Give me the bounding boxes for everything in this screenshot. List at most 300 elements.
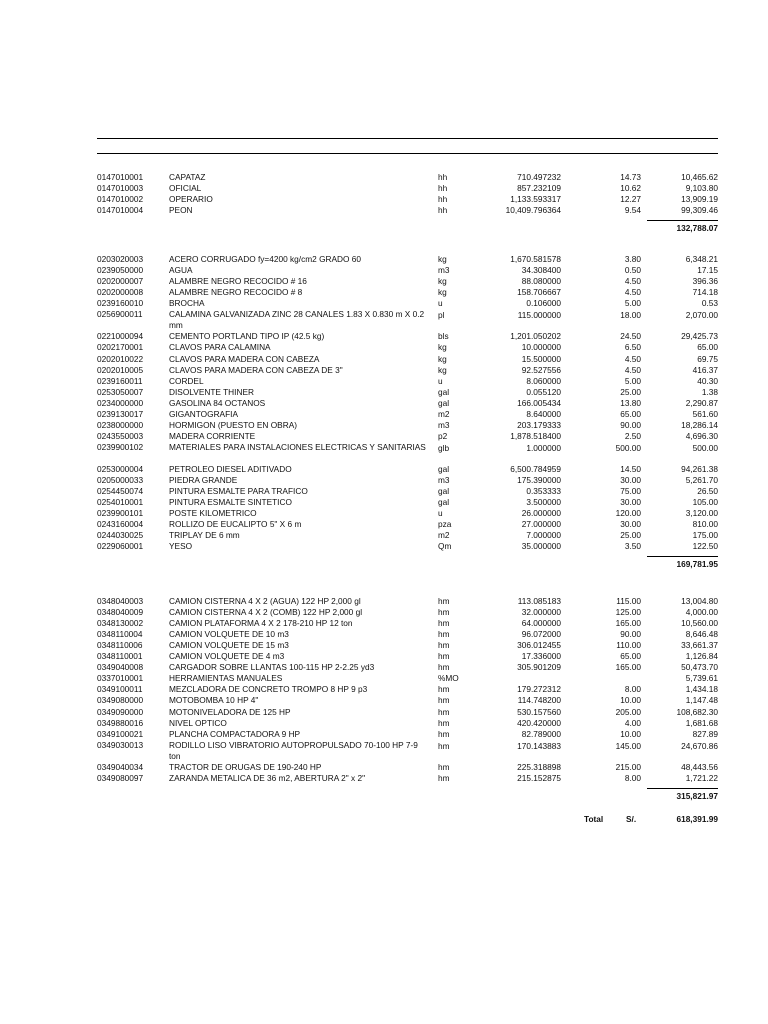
item-partial: 18,286.14 bbox=[681, 419, 718, 430]
item-partial: 17.15 bbox=[697, 265, 718, 276]
item-code: 0348040009 bbox=[97, 607, 144, 617]
table-row bbox=[0, 651, 768, 662]
item-partial: 10,560.00 bbox=[681, 618, 718, 629]
item-unit: %MO bbox=[438, 673, 459, 684]
item-partial: 65.00 bbox=[697, 342, 718, 353]
item-quantity: 15.500000 bbox=[521, 353, 561, 364]
item-partial: 6,348.21 bbox=[685, 254, 718, 264]
item-code: 0349040034 bbox=[97, 761, 144, 772]
table-row bbox=[0, 354, 768, 365]
item-quantity: 1,670.581578 bbox=[510, 254, 561, 264]
item-code: 0202000008 bbox=[97, 287, 144, 298]
item-price: 6.50 bbox=[624, 342, 641, 353]
item-price: 2.50 bbox=[624, 430, 641, 441]
item-price: 30.00 bbox=[620, 519, 641, 530]
group-subtotal bbox=[647, 220, 718, 235]
item-quantity: 1.000000 bbox=[526, 442, 561, 453]
item-partial: 50,473.70 bbox=[681, 662, 718, 673]
item-code: 0221000094 bbox=[97, 331, 144, 342]
item-price: 9.54 bbox=[624, 205, 641, 216]
item-partial: 9,103.80 bbox=[685, 183, 718, 194]
item-price: 10.00 bbox=[620, 695, 641, 706]
item-quantity: 32.000000 bbox=[521, 607, 561, 617]
item-quantity: 1,201.050202 bbox=[510, 331, 561, 342]
table-row bbox=[0, 695, 768, 706]
item-code: 0239900102 bbox=[97, 441, 144, 452]
item-unit: hm bbox=[438, 728, 450, 739]
item-unit: gal bbox=[438, 464, 450, 474]
table-row bbox=[0, 331, 768, 342]
table-row bbox=[0, 365, 768, 376]
item-partial: 1,681.68 bbox=[685, 717, 718, 728]
item-description: PINTURA ESMALTE PARA TRAFICO bbox=[169, 486, 308, 497]
item-price: 4.50 bbox=[624, 276, 641, 287]
table-row bbox=[0, 629, 768, 640]
item-description: CEMENTO PORTLAND TIPO IP (42.5 kg) bbox=[169, 331, 325, 342]
item-description: CAPATAZ bbox=[169, 172, 206, 182]
table-row bbox=[0, 172, 768, 183]
table-row bbox=[0, 673, 768, 684]
item-partial: 1.38 bbox=[701, 386, 718, 397]
table-row bbox=[0, 387, 768, 398]
item-price: 18.00 bbox=[620, 310, 641, 321]
table-row bbox=[0, 442, 768, 464]
item-unit: p2 bbox=[438, 430, 448, 441]
item-unit: m3 bbox=[438, 419, 450, 430]
table-row bbox=[0, 541, 768, 552]
item-code: 0256900011 bbox=[97, 309, 143, 320]
table-row bbox=[0, 205, 768, 216]
item-description: CLAVOS PARA MADERA CON CABEZA bbox=[169, 353, 320, 364]
item-partial: 1,434.18 bbox=[685, 684, 718, 695]
item-price: 4.50 bbox=[624, 364, 641, 375]
item-partial: 24,670.86 bbox=[681, 740, 718, 751]
table-row bbox=[0, 607, 768, 618]
item-description: MATERIALES PARA INSTALACIONES ELECTRICAS Y SANITARIAS bbox=[169, 441, 426, 452]
item-partial: 1,721.22 bbox=[685, 772, 718, 783]
item-quantity: 179.272312 bbox=[517, 684, 561, 695]
item-code: 0348130002 bbox=[97, 618, 144, 629]
table-row bbox=[0, 254, 768, 265]
table-row bbox=[0, 662, 768, 673]
item-quantity: 420.420000 bbox=[517, 717, 561, 728]
item-unit: m2 bbox=[438, 408, 450, 419]
item-code: 0239160010 bbox=[97, 298, 144, 309]
item-price: 4.50 bbox=[624, 287, 641, 298]
item-price: 165.00 bbox=[615, 662, 641, 673]
item-description: GASOLINA 84 OCTANOS bbox=[169, 397, 266, 408]
item-price: 215.00 bbox=[615, 761, 641, 772]
item-price: 125.00 bbox=[615, 607, 641, 617]
item-price: 500.00 bbox=[615, 442, 641, 453]
item-price: 3.80 bbox=[624, 254, 641, 264]
item-unit: hh bbox=[438, 183, 448, 194]
item-description: NIVEL OPTICO bbox=[169, 717, 227, 728]
grand-total-row bbox=[0, 813, 768, 825]
item-partial: 0.53 bbox=[701, 298, 718, 309]
item-price: 8.00 bbox=[624, 772, 641, 783]
table-row bbox=[0, 420, 768, 431]
table-row bbox=[0, 276, 768, 287]
item-code: 0348110004 bbox=[97, 629, 143, 640]
item-unit: hm bbox=[438, 761, 450, 772]
item-partial: 40.30 bbox=[697, 375, 718, 386]
item-description: CAMION CISTERNA 4 X 2 (COMB) 122 HP 2,000 gl bbox=[169, 607, 363, 617]
item-description: ALAMBRE NEGRO RECOCIDO # 8 bbox=[169, 287, 303, 298]
item-quantity: 158.706667 bbox=[517, 287, 561, 298]
item-description: PIEDRA GRANDE bbox=[169, 475, 238, 485]
item-code: 0239050000 bbox=[97, 265, 144, 276]
table-row bbox=[0, 740, 768, 762]
table-row bbox=[0, 409, 768, 420]
item-description: MOTOBOMBA 10 HP 4" bbox=[169, 695, 259, 706]
item-quantity: 113.085183 bbox=[517, 596, 561, 606]
item-quantity: 27.000000 bbox=[521, 519, 561, 530]
table-row bbox=[0, 596, 768, 607]
item-code: 0349040008 bbox=[97, 662, 144, 673]
item-quantity: 1,878.518400 bbox=[510, 430, 561, 441]
item-price: 4.00 bbox=[624, 717, 641, 728]
item-quantity: 6,500.784959 bbox=[510, 464, 561, 474]
item-unit: kg bbox=[438, 364, 447, 375]
item-partial: 396.36 bbox=[692, 276, 718, 287]
table-row bbox=[0, 298, 768, 309]
item-price: 145.00 bbox=[615, 740, 641, 751]
item-quantity: 166.005434 bbox=[517, 397, 561, 408]
item-unit: gal bbox=[438, 386, 450, 397]
table-row bbox=[0, 508, 768, 519]
item-unit: m3 bbox=[438, 475, 450, 485]
item-unit: gal bbox=[438, 486, 450, 497]
item-unit: m3 bbox=[438, 265, 450, 276]
item-quantity: 305.901209 bbox=[517, 662, 561, 673]
table-row bbox=[0, 287, 768, 298]
item-code: 0202000007 bbox=[97, 276, 144, 287]
subtotal-value: 315,821.97 bbox=[676, 790, 718, 801]
item-price: 5.00 bbox=[624, 375, 641, 386]
item-price: 3.50 bbox=[624, 541, 641, 552]
item-price: 65.00 bbox=[620, 408, 641, 419]
item-unit: hh bbox=[438, 205, 448, 216]
item-partial: 2,070.00 bbox=[685, 310, 718, 321]
item-description: DISOLVENTE THINER bbox=[169, 386, 254, 397]
item-price: 13.80 bbox=[620, 397, 641, 408]
item-quantity: 857.232109 bbox=[517, 183, 561, 194]
item-description: HERRAMIENTAS MANUALES bbox=[169, 673, 283, 684]
table-row bbox=[0, 464, 768, 475]
item-unit: hh bbox=[438, 194, 448, 205]
item-unit: hm bbox=[438, 717, 450, 728]
table-row bbox=[0, 718, 768, 729]
item-code: 0147010002 bbox=[97, 194, 144, 205]
item-code: 0349090000 bbox=[97, 706, 144, 717]
item-partial: 105.00 bbox=[692, 497, 718, 508]
item-description: TRIPLAY DE 6 mm bbox=[169, 530, 240, 541]
item-price: 90.00 bbox=[620, 629, 641, 640]
item-quantity: 710.497232 bbox=[517, 172, 561, 182]
item-unit: pza bbox=[438, 519, 452, 530]
item-partial: 2,290.87 bbox=[685, 397, 718, 408]
table-row bbox=[0, 519, 768, 530]
item-price: 110.00 bbox=[616, 640, 641, 651]
item-partial: 122.50 bbox=[692, 541, 718, 552]
item-code: 0147010004 bbox=[97, 205, 144, 216]
item-unit: Qm bbox=[438, 541, 452, 552]
item-partial: 1,126.84 bbox=[685, 651, 718, 662]
item-unit: m2 bbox=[438, 530, 450, 541]
table-row bbox=[0, 762, 768, 773]
item-description: POSTE KILOMETRICO bbox=[169, 508, 257, 519]
item-code: 0253050007 bbox=[97, 386, 144, 397]
item-unit: gal bbox=[438, 397, 450, 408]
item-unit: kg bbox=[438, 353, 447, 364]
item-description: CLAVOS PARA CALAMINA bbox=[169, 342, 271, 353]
item-partial: 714.18 bbox=[692, 287, 718, 298]
item-description: TRACTOR DE ORUGAS DE 190-240 HP bbox=[169, 761, 322, 772]
item-description: CAMION PLATAFORMA 4 X 2 178-210 HP 12 ton bbox=[169, 618, 353, 629]
item-unit: kg bbox=[438, 254, 447, 264]
item-code: 0348110001 bbox=[97, 651, 143, 662]
item-code: 0254450074 bbox=[97, 486, 144, 497]
item-price: 25.00 bbox=[620, 386, 641, 397]
item-code: 0244030025 bbox=[97, 530, 144, 541]
item-quantity: 0.106000 bbox=[526, 298, 561, 309]
item-description: PINTURA ESMALTE SINTETICO bbox=[169, 497, 292, 508]
item-partial: 3,120.00 bbox=[685, 508, 718, 519]
item-price: 115.00 bbox=[616, 596, 641, 606]
header-rule-top bbox=[97, 138, 718, 139]
item-partial: 5,261.70 bbox=[685, 475, 718, 485]
item-price: 25.00 bbox=[620, 530, 641, 541]
item-partial: 10,465.62 bbox=[681, 172, 718, 182]
item-partial: 69.75 bbox=[697, 353, 718, 364]
item-quantity: 115.000000 bbox=[517, 310, 561, 321]
item-code: 0348110006 bbox=[97, 640, 143, 651]
item-quantity: 34.308400 bbox=[521, 265, 561, 276]
item-description: RODILLO LISO VIBRATORIO AUTOPROPULSADO 70-100 HP 7-9 ton bbox=[169, 739, 418, 761]
item-quantity: 215.152875 bbox=[517, 772, 561, 783]
item-code: 0239900101 bbox=[97, 508, 144, 519]
item-price: 12.27 bbox=[620, 194, 641, 205]
header-rule-bottom bbox=[97, 153, 718, 154]
item-quantity: 3.500000 bbox=[526, 497, 561, 508]
item-unit: hm bbox=[438, 607, 450, 617]
item-code: 0239160011 bbox=[97, 375, 143, 386]
table-row bbox=[0, 475, 768, 486]
table-row bbox=[0, 376, 768, 387]
table-row bbox=[0, 183, 768, 194]
item-quantity: 530.157560 bbox=[517, 706, 561, 717]
total-currency: S/. bbox=[626, 814, 637, 824]
item-description: ACERO CORRUGADO fy=4200 kg/cm2 GRADO 60 bbox=[169, 254, 362, 264]
item-quantity: 0.353333 bbox=[526, 486, 561, 497]
item-unit: glb bbox=[438, 442, 450, 453]
item-unit: hm bbox=[438, 596, 450, 606]
item-description: ZARANDA METALICA DE 36 m2, ABERTURA 2" x 2" bbox=[169, 772, 366, 783]
item-description: CAMION CISTERNA 4 X 2 (AGUA) 122 HP 2,000 gl bbox=[169, 596, 361, 606]
table-row bbox=[0, 431, 768, 442]
item-quantity: 175.390000 bbox=[517, 475, 561, 485]
item-quantity: 10,409.796364 bbox=[505, 205, 561, 216]
item-code: 0147010001 bbox=[97, 172, 144, 182]
table-row bbox=[0, 342, 768, 353]
item-price: 5.00 bbox=[624, 298, 641, 309]
group-subtotal bbox=[647, 556, 718, 571]
item-description: MEZCLADORA DE CONCRETO TROMPO 8 HP 9 p3 bbox=[169, 684, 368, 695]
item-unit: kg bbox=[438, 342, 447, 353]
item-partial: 13,909.19 bbox=[681, 194, 718, 205]
item-unit: hm bbox=[438, 772, 450, 783]
item-partial: 26.50 bbox=[697, 486, 718, 497]
item-unit: hm bbox=[438, 640, 450, 651]
item-code: 0239130017 bbox=[97, 408, 144, 419]
total-label: Total bbox=[584, 814, 604, 824]
item-description: ROLLIZO DE EUCALIPTO 5" X 6 m bbox=[169, 519, 302, 530]
item-description: CAMION VOLQUETE DE 15 m3 bbox=[169, 640, 289, 651]
item-quantity: 64.000000 bbox=[521, 618, 561, 629]
item-description: OPERARIO bbox=[169, 194, 213, 205]
item-quantity: 35.000000 bbox=[521, 541, 561, 552]
table-row bbox=[0, 707, 768, 718]
table-row bbox=[0, 729, 768, 740]
item-code: 0254010001 bbox=[97, 497, 144, 508]
item-partial: 561.60 bbox=[692, 408, 718, 419]
item-partial: 108,682.30 bbox=[676, 706, 718, 717]
item-price: 75.00 bbox=[620, 486, 641, 497]
item-partial: 13,004.80 bbox=[681, 596, 718, 606]
item-description: MADERA CORRIENTE bbox=[169, 430, 256, 441]
item-description: OFICIAL bbox=[169, 183, 202, 194]
item-quantity: 7.000000 bbox=[526, 530, 561, 541]
item-description: ALAMBRE NEGRO RECOCIDO # 16 bbox=[169, 276, 307, 287]
item-unit: u bbox=[438, 508, 443, 519]
item-quantity: 0.055120 bbox=[526, 386, 561, 397]
table-row bbox=[0, 398, 768, 409]
item-price: 65.00 bbox=[620, 651, 641, 662]
item-partial: 99,309.46 bbox=[681, 205, 718, 216]
item-description: CORDEL bbox=[169, 375, 204, 386]
item-price: 4.50 bbox=[624, 353, 641, 364]
item-description: CAMION VOLQUETE DE 10 m3 bbox=[169, 629, 289, 640]
item-code: 0147010003 bbox=[97, 183, 144, 194]
item-description: CLAVOS PARA MADERA CON CABEZA DE 3" bbox=[169, 364, 343, 375]
item-quantity: 114.748200 bbox=[517, 695, 561, 706]
item-description: CAMION VOLQUETE DE 4 m3 bbox=[169, 651, 285, 662]
item-code: 0202010005 bbox=[97, 364, 144, 375]
item-unit: bls bbox=[438, 331, 449, 342]
item-description: MOTONIVELADORA DE 125 HP bbox=[169, 706, 291, 717]
item-partial: 33,661.37 bbox=[681, 640, 718, 651]
item-partial: 4,000.00 bbox=[685, 607, 718, 617]
item-code: 0202170001 bbox=[97, 342, 144, 353]
item-unit: u bbox=[438, 375, 443, 386]
item-quantity: 26.000000 bbox=[521, 508, 561, 519]
table-row bbox=[0, 773, 768, 784]
item-quantity: 170.143883 bbox=[517, 740, 561, 751]
item-partial: 827.89 bbox=[692, 728, 718, 739]
item-quantity: 203.179333 bbox=[517, 419, 561, 430]
item-price: 165.00 bbox=[615, 618, 641, 629]
item-partial: 500.00 bbox=[692, 442, 718, 453]
item-unit: hm bbox=[438, 629, 450, 640]
group-subtotal bbox=[647, 788, 718, 803]
item-code: 0349030013 bbox=[97, 739, 144, 750]
item-price: 30.00 bbox=[620, 475, 641, 485]
item-price: 8.00 bbox=[624, 684, 641, 695]
item-code: 0349100021 bbox=[97, 728, 144, 739]
item-quantity: 225.318898 bbox=[517, 761, 561, 772]
item-unit: hm bbox=[438, 740, 450, 751]
subtotal-value: 169,781.95 bbox=[676, 559, 718, 570]
item-quantity: 1,133.593317 bbox=[510, 194, 561, 205]
item-code: 0229060001 bbox=[97, 541, 144, 552]
item-quantity: 82.789000 bbox=[521, 728, 561, 739]
item-quantity: 8.060000 bbox=[526, 375, 561, 386]
table-row bbox=[0, 640, 768, 651]
item-description: PEON bbox=[169, 205, 193, 216]
item-unit: hm bbox=[438, 706, 450, 717]
item-price: 14.50 bbox=[620, 464, 641, 474]
item-unit: hm bbox=[438, 618, 450, 629]
item-quantity: 88.080000 bbox=[521, 276, 561, 287]
table-row bbox=[0, 530, 768, 541]
item-code: 0337010001 bbox=[97, 673, 144, 684]
item-partial: 810.00 bbox=[692, 519, 718, 530]
item-unit: hm bbox=[438, 651, 450, 662]
item-price: 0.50 bbox=[624, 265, 641, 276]
item-description: PETROLEO DIESEL ADITIVADO bbox=[169, 464, 292, 474]
item-quantity: 306.012455 bbox=[517, 640, 561, 651]
item-unit: hm bbox=[438, 684, 450, 695]
item-unit: kg bbox=[438, 276, 447, 287]
item-code: 0238000000 bbox=[97, 419, 144, 430]
table-row bbox=[0, 497, 768, 508]
item-price: 90.00 bbox=[620, 419, 641, 430]
item-description: HORMIGON (PUESTO EN OBRA) bbox=[169, 419, 297, 430]
item-price: 10.00 bbox=[620, 728, 641, 739]
item-unit: u bbox=[438, 298, 443, 309]
item-partial: 416.37 bbox=[692, 364, 718, 375]
table-row bbox=[0, 618, 768, 629]
item-quantity: 8.640000 bbox=[526, 408, 561, 419]
item-price: 30.00 bbox=[620, 497, 641, 508]
table-row bbox=[0, 309, 768, 331]
item-partial: 94,261.38 bbox=[681, 464, 718, 474]
item-quantity: 96.072000 bbox=[521, 629, 561, 640]
item-unit: gal bbox=[438, 497, 450, 508]
item-partial: 48,443.56 bbox=[681, 761, 718, 772]
total-value: 618,391.99 bbox=[676, 814, 718, 824]
item-price: 205.00 bbox=[615, 706, 641, 717]
item-code: 0205000033 bbox=[97, 475, 144, 485]
table-row bbox=[0, 194, 768, 205]
item-price: 24.50 bbox=[620, 331, 641, 342]
item-code: 0234000000 bbox=[97, 397, 144, 408]
item-unit: hm bbox=[438, 695, 450, 706]
item-description: CARGADOR SOBRE LLANTAS 100-115 HP 2-2.25 yd3 bbox=[169, 662, 375, 673]
item-partial: 5,739.61 bbox=[685, 673, 718, 684]
item-code: 0349880016 bbox=[97, 717, 144, 728]
item-price: 10.62 bbox=[620, 183, 641, 194]
item-code: 0349080000 bbox=[97, 695, 144, 706]
item-description: GIGANTOGRAFIA bbox=[169, 408, 238, 419]
item-description: PLANCHA COMPACTADORA 9 HP bbox=[169, 728, 301, 739]
item-description: CALAMINA GALVANIZADA ZINC 28 CANALES 1.83 X 0.830 m X 0.2 mm bbox=[169, 309, 425, 331]
item-unit: kg bbox=[438, 287, 447, 298]
item-partial: 175.00 bbox=[692, 530, 718, 541]
item-partial: 8,646.48 bbox=[685, 629, 718, 640]
item-quantity: 92.527556 bbox=[521, 364, 561, 375]
